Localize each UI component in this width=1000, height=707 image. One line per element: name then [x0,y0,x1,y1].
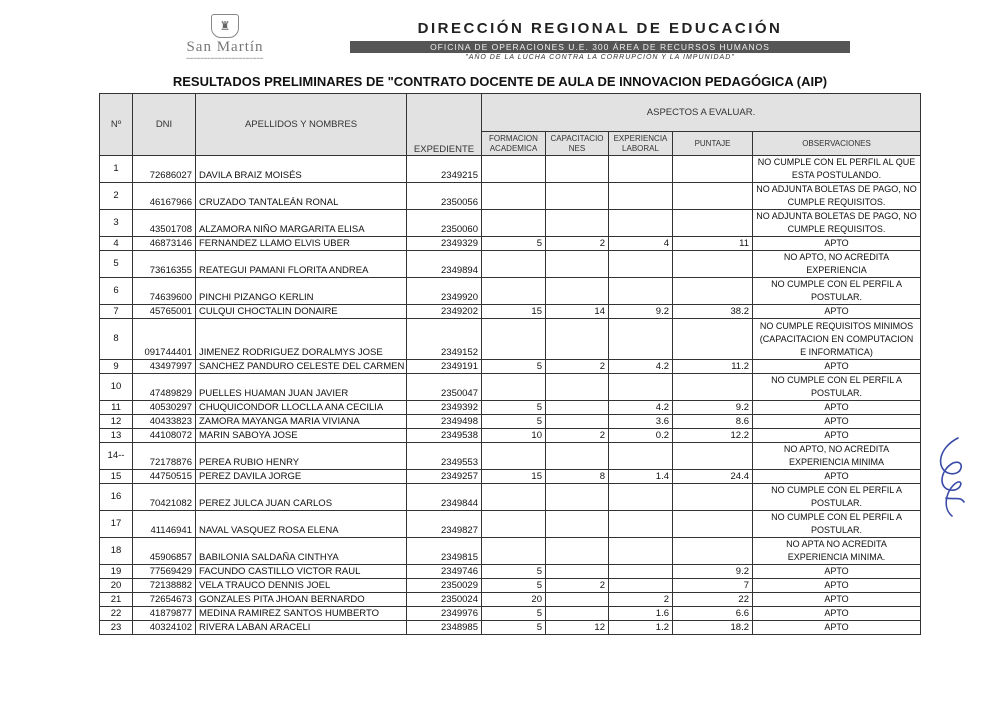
cell-experiencia [609,156,673,183]
table-row [100,470,921,484]
cell-name: CRUZADO TANTALEÁN RONAL [196,183,407,210]
cell-name: ZAMORA MAYANGA MARIA VIVIANA [196,415,407,429]
cell-observaciones: APTO [753,470,921,484]
cell-n: 3 [100,210,133,237]
cell-dni: 70421082 [133,484,196,511]
col-aspectos: ASPECTOS A EVALUAR. [482,94,921,132]
cell-observaciones: APTO [753,237,921,251]
cell-observaciones: APTO [753,565,921,579]
cell-experiencia [609,565,673,579]
cell-capacitaciones [546,319,609,360]
cell-puntaje: 38.2 [673,305,753,319]
cell-puntaje [673,156,753,183]
cell-n: 2 [100,183,133,210]
cell-dni: 45765001 [133,305,196,319]
cell-capacitaciones [546,156,609,183]
cell-formacion [482,278,546,305]
cell-name: DAVILA BRAIZ MOISÉS [196,156,407,183]
cell-formacion [482,484,546,511]
cell-dni: 77569429 [133,565,196,579]
cell-capacitaciones: 2 [546,579,609,593]
table-row [100,484,921,511]
cell-experiencia [609,278,673,305]
logo-name: San Martín [186,39,264,55]
cell-dni: 43501708 [133,210,196,237]
cell-observaciones: NO CUMPLE CON EL PERFIL A POSTULAR. [753,278,921,305]
cell-experiencia [609,538,673,565]
cell-expediente: 2350056 [407,183,482,210]
cell-dni: 73616355 [133,251,196,278]
table-row [100,429,921,443]
cell-observaciones: NO APTO, NO ACREDITA EXPERIENCIA [753,251,921,278]
cell-n: 22 [100,607,133,621]
cell-experiencia: 1.4 [609,470,673,484]
cell-formacion: 5 [482,579,546,593]
cell-n: 18 [100,538,133,565]
cell-n: 13 [100,429,133,443]
cell-puntaje [673,183,753,210]
cell-puntaje [673,319,753,360]
cell-formacion: 15 [482,470,546,484]
cell-expediente: 2349329 [407,237,482,251]
cell-expediente: 2350047 [407,374,482,401]
cell-observaciones: APTO [753,429,921,443]
table-row [100,401,921,415]
table-row [100,360,921,374]
cell-n: 1 [100,156,133,183]
cell-name: FACUNDO CASTILLO VICTOR RAUL [196,565,407,579]
cell-name: RIVERA LABAN ARACELI [196,621,407,635]
cell-formacion [482,210,546,237]
cell-experiencia: 4.2 [609,360,673,374]
cell-puntaje: 8.6 [673,415,753,429]
cell-n: 10 [100,374,133,401]
cell-expediente: 2348985 [407,621,482,635]
cell-observaciones: NO CUMPLE REQUISITOS MINIMOS (CAPACITACION EN COMPUTACION E INFORMATICA) [753,319,921,360]
cell-puntaje: 11.2 [673,360,753,374]
table-body [100,156,921,635]
cell-experiencia [609,579,673,593]
cell-dni: 45906857 [133,538,196,565]
cell-formacion [482,511,546,538]
cell-formacion [482,538,546,565]
cell-n: 21 [100,593,133,607]
cell-capacitaciones [546,415,609,429]
cell-observaciones: NO CUMPLE CON EL PERFIL A POSTULAR. [753,484,921,511]
cell-dni: 72138882 [133,579,196,593]
cell-dni: 46873146 [133,237,196,251]
cell-puntaje: 9.2 [673,565,753,579]
cell-dni: 41879877 [133,607,196,621]
cell-expediente: 2349844 [407,484,482,511]
cell-puntaje: 12.2 [673,429,753,443]
cell-experiencia [609,484,673,511]
cell-puntaje [673,484,753,511]
cell-n: 19 [100,565,133,579]
cell-experiencia [609,374,673,401]
cell-experiencia: 4.2 [609,401,673,415]
cell-expediente: 2349257 [407,470,482,484]
table-row [100,374,921,401]
cell-puntaje [673,443,753,470]
cell-formacion: 5 [482,401,546,415]
cell-capacitaciones [546,538,609,565]
cell-puntaje [673,511,753,538]
col-formacion: FORMACION ACADEMICA [482,132,546,156]
cell-observaciones: APTO [753,415,921,429]
cell-expediente: 2350029 [407,579,482,593]
cell-capacitaciones [546,565,609,579]
cell-puntaje [673,251,753,278]
cell-n: 8 [100,319,133,360]
cell-n: 16 [100,484,133,511]
cell-name: PEREZ DAVILA JORGE [196,470,407,484]
cell-n: 11 [100,401,133,415]
cell-n: 6 [100,278,133,305]
cell-capacitaciones: 2 [546,237,609,251]
logo-sub: ━━━━━━━━━━━━━━━━━━━━━━ [186,56,264,62]
cell-formacion: 10 [482,429,546,443]
cell-expediente: 2349538 [407,429,482,443]
cell-formacion: 20 [482,593,546,607]
cell-puntaje [673,538,753,565]
cell-puntaje: 7 [673,579,753,593]
cell-dni: 72654673 [133,593,196,607]
table-row [100,319,921,360]
table-row [100,415,921,429]
cell-formacion: 5 [482,621,546,635]
cell-name: JIMENEZ RODRIGUEZ DORALMYS JOSE [196,319,407,360]
cell-experiencia: 4 [609,237,673,251]
cell-name: REATEGUI PAMANI FLORITA ANDREA [196,251,407,278]
cell-experiencia [609,210,673,237]
cell-expediente: 2350060 [407,210,482,237]
cell-experiencia: 1.2 [609,621,673,635]
cell-puntaje [673,210,753,237]
cell-name: ALZAMORA NIÑO MARGARITA ELISA [196,210,407,237]
col-dni: DNI [133,94,196,156]
cell-capacitaciones: 12 [546,621,609,635]
table-row [100,210,921,237]
cell-puntaje [673,374,753,401]
cell-capacitaciones [546,443,609,470]
col-observaciones: OBSERVACIONES [753,132,921,156]
header-line1: DIRECCIÓN REGIONAL DE EDUCACIÓN [417,20,783,37]
cell-capacitaciones [546,511,609,538]
cell-experiencia [609,251,673,278]
logo-san-martin [150,14,300,64]
cell-dni: 091744401 [133,319,196,360]
cell-dni: 74639600 [133,278,196,305]
cell-formacion [482,183,546,210]
cell-capacitaciones [546,251,609,278]
table-row [100,443,921,470]
cell-puntaje [673,278,753,305]
cell-puntaje: 6.6 [673,607,753,621]
cell-observaciones: APTO [753,579,921,593]
table-row [100,511,921,538]
cell-capacitaciones [546,210,609,237]
cell-n: 17 [100,511,133,538]
cell-observaciones: NO CUMPLE CON EL PERFIL AL QUE ESTA POSTULANDO. [753,156,921,183]
cell-name: SANCHEZ PANDURO CELESTE DEL CARMEN [196,360,407,374]
document-title: RESULTADOS PRELIMINARES DE "CONTRATO DOCENTE DE AULA DE INNOVACION PEDAGÓGICA (AIP) [172,74,828,89]
cell-expediente: 2349202 [407,305,482,319]
cell-puntaje: 9.2 [673,401,753,415]
col-capacitaciones: CAPACITACIO NES [546,132,609,156]
cell-name: PEREA RUBIO HENRY [196,443,407,470]
table-row [100,251,921,278]
cell-expediente: 2349815 [407,538,482,565]
cell-observaciones: APTO [753,593,921,607]
cell-experiencia: 1.6 [609,607,673,621]
cell-expediente: 2349215 [407,156,482,183]
cell-capacitaciones [546,401,609,415]
col-n: Nº [100,94,133,156]
cell-dni: 47489829 [133,374,196,401]
cell-expediente: 2349920 [407,278,482,305]
cell-experiencia [609,511,673,538]
cell-puntaje: 24.4 [673,470,753,484]
cell-dni: 44108072 [133,429,196,443]
cell-formacion [482,156,546,183]
cell-name: PUELLES HUAMAN JUAN JAVIER [196,374,407,401]
cell-expediente: 2349746 [407,565,482,579]
cell-expediente: 2349976 [407,607,482,621]
table-row [100,579,921,593]
cell-observaciones: APTO [753,621,921,635]
table-row [100,565,921,579]
cell-capacitaciones [546,278,609,305]
table-row [100,607,921,621]
table-row [100,305,921,319]
cell-observaciones: APTO [753,360,921,374]
cell-puntaje: 22 [673,593,753,607]
col-experiencia: EXPERIENCIA LABORAL [609,132,673,156]
cell-dni: 43497997 [133,360,196,374]
cell-observaciones: APTO [753,305,921,319]
cell-capacitaciones [546,183,609,210]
cell-n: 20 [100,579,133,593]
cell-observaciones: APTO [753,607,921,621]
cell-experiencia [609,443,673,470]
table-row [100,593,921,607]
cell-expediente: 2349894 [407,251,482,278]
cell-capacitaciones: 2 [546,360,609,374]
cell-capacitaciones [546,607,609,621]
col-puntaje: PUNTAJE [673,132,753,156]
cell-dni: 40433823 [133,415,196,429]
cell-puntaje: 18.2 [673,621,753,635]
cell-experiencia: 0.2 [609,429,673,443]
signature-image [928,428,973,528]
cell-observaciones: NO ADJUNTA BOLETAS DE PAGO, NO CUMPLE REQUISITOS. [753,210,921,237]
cell-n: 15 [100,470,133,484]
cell-n: 5 [100,251,133,278]
table-row [100,237,921,251]
cell-formacion: 5 [482,565,546,579]
cell-expediente: 2349152 [407,319,482,360]
cell-puntaje: 11 [673,237,753,251]
cell-observaciones: APTO [753,401,921,415]
cell-dni: 44750515 [133,470,196,484]
cell-dni: 40324102 [133,621,196,635]
cell-name: PINCHI PIZANGO KERLIN [196,278,407,305]
cell-experiencia: 3.6 [609,415,673,429]
crest-icon: ♜ [211,14,239,38]
cell-formacion: 5 [482,607,546,621]
cell-expediente: 2349553 [407,443,482,470]
cell-name: CULQUI CHOCTALIN DONAIRE [196,305,407,319]
cell-name: MARIN SABOYA JOSE [196,429,407,443]
cell-observaciones: NO APTA NO ACREDITA EXPERIENCIA MINIMA. [753,538,921,565]
cell-experiencia [609,183,673,210]
cell-name: GONZALES PITA JHOAN BERNARDO [196,593,407,607]
header-line3: "AÑO DE LA LUCHA CONTRA LA CORRUPCIÓN Y LA IMPUNIDAD" [465,54,735,61]
cell-n: 14-- [100,443,133,470]
table-row [100,183,921,210]
cell-observaciones: NO CUMPLE CON EL PERFIL A POSTULAR. [753,374,921,401]
cell-capacitaciones: 2 [546,429,609,443]
cell-formacion: 15 [482,305,546,319]
header-line2: OFICINA DE OPERACIONES U.E. 300 ÁREA DE RECURSOS HUMANOS [350,41,850,53]
table-row [100,156,921,183]
cell-capacitaciones: 14 [546,305,609,319]
cell-dni: 72686027 [133,156,196,183]
cell-n: 4 [100,237,133,251]
cell-expediente: 2349827 [407,511,482,538]
cell-formacion [482,319,546,360]
cell-n: 7 [100,305,133,319]
cell-n: 23 [100,621,133,635]
cell-name: VELA TRAUCO DENNIS JOEL [196,579,407,593]
cell-formacion: 5 [482,415,546,429]
cell-observaciones: NO CUMPLE CON EL PERFIL A POSTULAR. [753,511,921,538]
cell-observaciones: NO ADJUNTA BOLETAS DE PAGO, NO CUMPLE REQUISITOS. [753,183,921,210]
cell-expediente: 2350024 [407,593,482,607]
cell-observaciones: NO APTO, NO ACREDITA EXPERIENCIA MINIMA [753,443,921,470]
cell-expediente: 2349191 [407,360,482,374]
cell-capacitaciones: 8 [546,470,609,484]
cell-expediente: 2349498 [407,415,482,429]
cell-name: MEDINA RAMIREZ SANTOS HUMBERTO [196,607,407,621]
cell-dni: 46167966 [133,183,196,210]
cell-capacitaciones [546,593,609,607]
table-row [100,278,921,305]
cell-name: BABILONIA SALDAÑA CINTHYA [196,538,407,565]
cell-name: NAVAL VASQUEZ ROSA ELENA [196,511,407,538]
cell-formacion [482,443,546,470]
cell-dni: 72178876 [133,443,196,470]
cell-experiencia [609,319,673,360]
results-table [99,93,921,635]
cell-n: 12 [100,415,133,429]
col-nombres: APELLIDOS Y NOMBRES [196,94,407,156]
table-row [100,538,921,565]
document-header [350,20,850,61]
cell-formacion: 5 [482,237,546,251]
cell-capacitaciones [546,484,609,511]
cell-formacion [482,251,546,278]
col-expediente: EXPEDIENTE [407,94,482,156]
cell-expediente: 2349392 [407,401,482,415]
cell-name: CHUQUICONDOR LLOCLLA ANA CECILIA [196,401,407,415]
cell-formacion: 5 [482,360,546,374]
cell-formacion [482,374,546,401]
cell-name: PEREZ JULCA JUAN CARLOS [196,484,407,511]
cell-name: FERNANDEZ LLAMO ELVIS UBER [196,237,407,251]
cell-dni: 40530297 [133,401,196,415]
cell-experiencia: 2 [609,593,673,607]
cell-dni: 41146941 [133,511,196,538]
cell-n: 9 [100,360,133,374]
table-row [100,621,921,635]
cell-capacitaciones [546,374,609,401]
cell-experiencia: 9.2 [609,305,673,319]
